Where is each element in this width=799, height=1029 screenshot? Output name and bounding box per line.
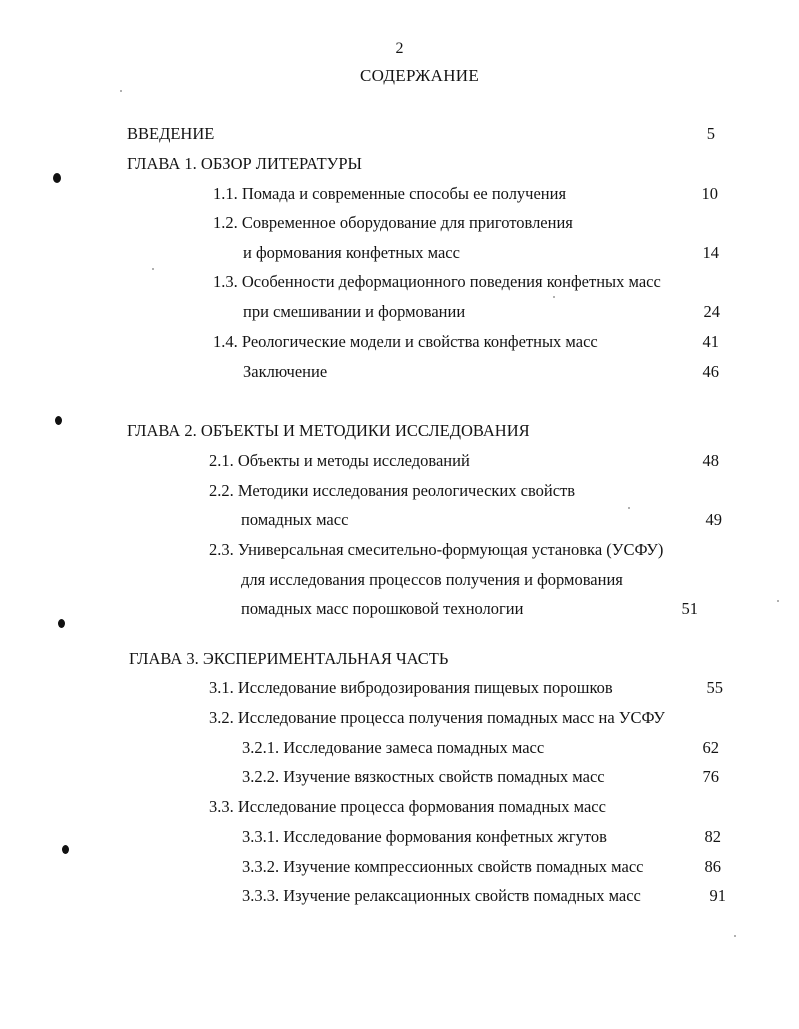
- toc-entry-page: 49: [705, 510, 722, 529]
- toc-entry-page: 5: [706, 124, 715, 143]
- toc-entry-page: 10: [701, 184, 718, 203]
- scan-speck: [628, 507, 630, 509]
- toc-entry-page: 82: [704, 827, 721, 846]
- toc-entry-text: 1.3. Особенности деформационного поведения конфетных масс: [213, 272, 661, 291]
- toc-entry-text: 3.2.2. Изучение вязкостных свойств помадных масс: [242, 767, 605, 786]
- toc-entry-page: 55: [706, 678, 723, 697]
- toc-chapter-heading: ГЛАВА 1. ОБЗОР ЛИТЕРАТУРЫ: [127, 154, 362, 173]
- toc-entry-text: 3.2. Исследование процесса получения помадных масс на УСФУ: [209, 708, 665, 727]
- toc-entry-page: 41: [702, 332, 719, 351]
- scan-speck: [120, 90, 122, 92]
- toc-entry-text: ВВЕДЕНИЕ: [127, 124, 215, 143]
- scan-speck: [777, 600, 779, 602]
- toc-entry-text: 3.2.1. Исследование замеса помадных масс: [242, 738, 545, 757]
- scan-speck: [734, 935, 736, 937]
- toc-entry-text: помадных масс: [241, 510, 349, 529]
- page-number: 2: [395, 40, 404, 57]
- toc-entry-text: 3.1. Исследование вибродозирования пищевых порошков: [209, 678, 613, 697]
- page-title: СОДЕРЖАНИЕ: [360, 66, 480, 85]
- scan-speck: [553, 296, 555, 298]
- toc-entry-text: для исследования процессов получения и формования: [241, 570, 623, 589]
- toc-entry-text: при смешивании и формовании: [243, 302, 466, 321]
- scan-mark: [62, 845, 69, 854]
- toc-chapter-heading: ГЛАВА 2. ОБЪЕКТЫ И МЕТОДИКИ ИССЛЕДОВАНИЯ: [127, 421, 530, 440]
- toc-entry-page: 24: [703, 302, 720, 321]
- toc-entry-text: Заключение: [243, 362, 328, 381]
- toc-entry-page: 46: [702, 362, 719, 381]
- toc-entry-text: 3.3.3. Изучение релаксационных свойств помадных масс: [242, 886, 641, 905]
- toc-entry-page: 86: [704, 857, 721, 876]
- toc-entry-text: 2.3. Универсальная смесительно-формующая установка (УСФУ): [209, 540, 664, 559]
- toc-entry-text: 1.4. Реологические модели и свойства конфетных масс: [213, 332, 598, 351]
- toc-entry-text: 3.3.1. Исследование формования конфетных жгутов: [242, 827, 607, 846]
- toc-entry-text: 1.2. Современное оборудование для приготовления: [213, 213, 573, 232]
- scan-mark: [55, 416, 62, 425]
- toc-entry-page: 51: [681, 599, 698, 618]
- toc-entry-text: 3.3.2. Изучение компрессионных свойств помадных масс: [242, 857, 644, 876]
- toc-entry-page: 14: [702, 243, 719, 262]
- toc-entry-text: 2.2. Методики исследования реологических свойств: [209, 481, 576, 500]
- toc-entry-text: 3.3. Исследование процесса формования помадных масс: [209, 797, 606, 816]
- toc-entry-text: 1.1. Помада и современные способы ее получения: [213, 184, 567, 203]
- toc-chapter-heading: ГЛАВА 3. ЭКСПЕРИМЕНТАЛЬНАЯ ЧАСТЬ: [129, 649, 449, 668]
- toc-entry-text: 2.1. Объекты и методы исследований: [209, 451, 470, 470]
- scan-speck: [152, 268, 154, 270]
- toc-entry-page: 62: [702, 738, 719, 757]
- scan-mark: [58, 619, 65, 628]
- toc-entry-text: и формования конфетных масс: [243, 243, 460, 262]
- scan-mark: [53, 173, 61, 183]
- toc-entry-page: 91: [709, 886, 726, 905]
- toc-entry-text: помадных масс порошковой технологии: [241, 599, 524, 618]
- toc-entry-page: 76: [702, 767, 719, 786]
- toc-entry-page: 48: [702, 451, 719, 470]
